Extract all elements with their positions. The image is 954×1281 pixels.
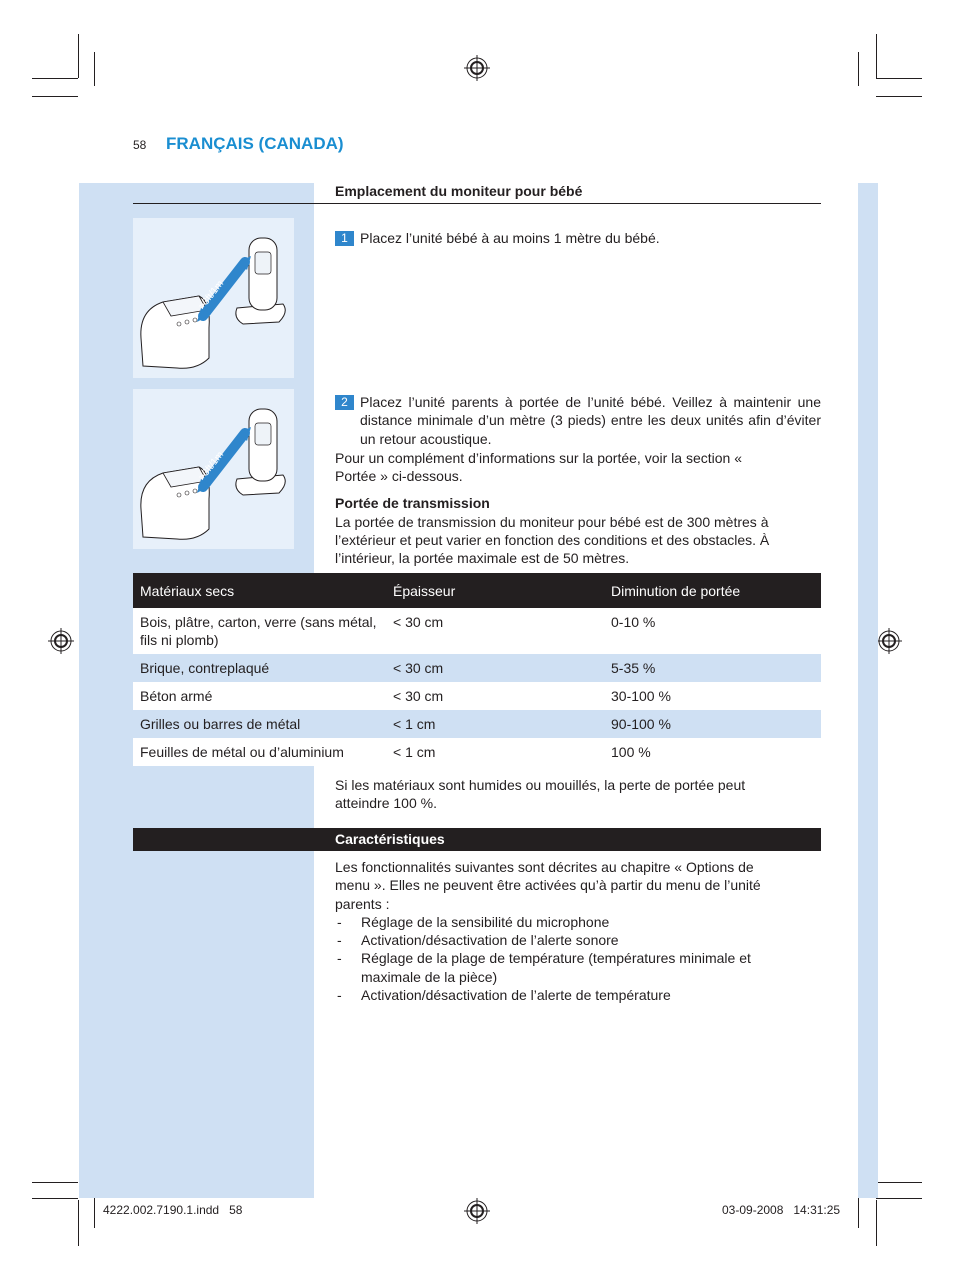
crop-mark	[32, 1182, 78, 1183]
range-reference-note: Pour un complément d’informations sur la portée, voir la section « Portée » ci-dessous.	[335, 449, 742, 485]
table-cell: < 30 cm	[386, 608, 604, 654]
table-cell: < 30 cm	[386, 682, 604, 710]
footer-date: 03-09-2008 14:31:25	[722, 1203, 841, 1217]
crop-mark	[876, 1200, 877, 1246]
humidity-note: Si les matériaux sont humides ou mouillés, la perte de portée peut atteindre 100 %.	[335, 777, 746, 812]
table-cell: Brique, contreplaqué	[133, 654, 386, 682]
illustration-baby-unit-distance-2	[133, 389, 294, 549]
column-header: Épaisseur	[386, 573, 604, 608]
footer-file-name: 4222.002.7190.1.indd 58	[103, 1203, 243, 1217]
features-list	[335, 913, 775, 1004]
materials-table	[133, 573, 821, 766]
step-2	[335, 393, 821, 448]
table-cell: 90-100 %	[604, 710, 821, 738]
registration-mark-icon	[464, 55, 490, 81]
table-cell: 30-100 %	[604, 682, 821, 710]
step-number-badge: 1	[335, 231, 354, 246]
step-1	[335, 229, 821, 247]
step-2-text: Placez l’unité parents à portée de l’unité bébé. Veillez à maintenir une distance minimale d’un mètre (3 pieds) entre les deux unités afin d’éviter un retour acoustique.	[360, 394, 821, 447]
crop-mark	[78, 1200, 79, 1246]
page-number: 58	[133, 138, 147, 152]
crop-mark	[94, 52, 95, 86]
step-1-text: Placez l’unité bébé à au moins 1 mètre du bébé.	[360, 230, 660, 246]
table-row	[133, 710, 821, 738]
illustration-baby-unit-distance-1	[133, 218, 294, 378]
crop-mark	[876, 96, 922, 97]
table-cell: Feuilles de métal ou d’aluminium	[133, 738, 386, 766]
crop-mark	[32, 78, 78, 79]
crop-mark	[32, 1198, 78, 1199]
crop-mark	[858, 1194, 859, 1228]
table-header-row	[133, 573, 821, 608]
registration-mark-icon	[48, 628, 74, 654]
table-cell: Béton armé	[133, 682, 386, 710]
section-title-placement: Emplacement du moniteur pour bébé	[335, 183, 583, 199]
table-cell: Grilles ou barres de métal	[133, 710, 386, 738]
step-number-badge: 2	[335, 395, 354, 410]
column-header: Matériaux secs	[133, 573, 386, 608]
registration-mark-icon	[464, 1198, 490, 1224]
crop-mark	[876, 34, 877, 78]
list-item: - Réglage de la plage de température (températures minimale et maximale de la pièce)	[335, 949, 775, 986]
table-cell: Bois, plâtre, carton, verre (sans métal, fils ni plomb)	[133, 608, 386, 654]
language-heading: FRANÇAIS (CANADA)	[166, 134, 344, 153]
table-row	[133, 682, 821, 710]
features-intro: Les fonctionnalités suivantes sont décrites au chapitre « Options de menu ». Elles ne peuvent être activées qu’à partir du menu de l’unité parents :	[335, 859, 761, 912]
materials-table-wrapper	[133, 573, 821, 766]
list-item: - Activation/désactivation de l’alerte de température	[335, 986, 775, 1004]
column-header: Diminution de portée	[604, 573, 821, 608]
right-margin-tab	[858, 183, 878, 1198]
step-2-block	[335, 393, 821, 568]
range-title: Portée de transmission	[335, 495, 490, 512]
crop-mark	[876, 78, 922, 79]
list-item: - Activation/désactivation de l’alerte sonore	[335, 931, 775, 949]
table-cell: < 30 cm	[386, 654, 604, 682]
table-cell: 0-10 %	[604, 608, 821, 654]
table-cell: < 1 cm	[386, 710, 604, 738]
crop-mark	[94, 1194, 95, 1228]
features-title: Caractéristiques	[335, 831, 445, 847]
section-rule	[133, 203, 821, 204]
features-block	[335, 858, 775, 1004]
table-row	[133, 608, 821, 654]
table-row	[133, 738, 821, 766]
features-title-bar	[133, 828, 821, 851]
distance-label: >3ft/1m	[196, 278, 227, 312]
crop-mark	[858, 52, 859, 86]
baby-monitor-illustration-icon	[133, 218, 294, 378]
list-item: - Réglage de la sensibilité du microphone	[335, 913, 775, 931]
baby-monitor-illustration-icon	[133, 389, 294, 549]
table-cell: < 1 cm	[386, 738, 604, 766]
crop-mark	[32, 96, 78, 97]
table-cell: 100 %	[604, 738, 821, 766]
range-text: La portée de transmission du moniteur pour bébé est de 300 mètres à l’extérieur et peut varier en fonction des conditions et des obstacles. À l’intérieur, la portée maximale est de 50 mètres.	[335, 513, 770, 567]
registration-mark-icon	[876, 628, 902, 654]
distance-label: >3ft/1m	[196, 449, 227, 483]
crop-mark	[876, 1182, 922, 1183]
table-cell: 5-35 %	[604, 654, 821, 682]
crop-mark	[876, 1198, 922, 1199]
crop-mark	[78, 34, 79, 78]
table-row	[133, 654, 821, 682]
